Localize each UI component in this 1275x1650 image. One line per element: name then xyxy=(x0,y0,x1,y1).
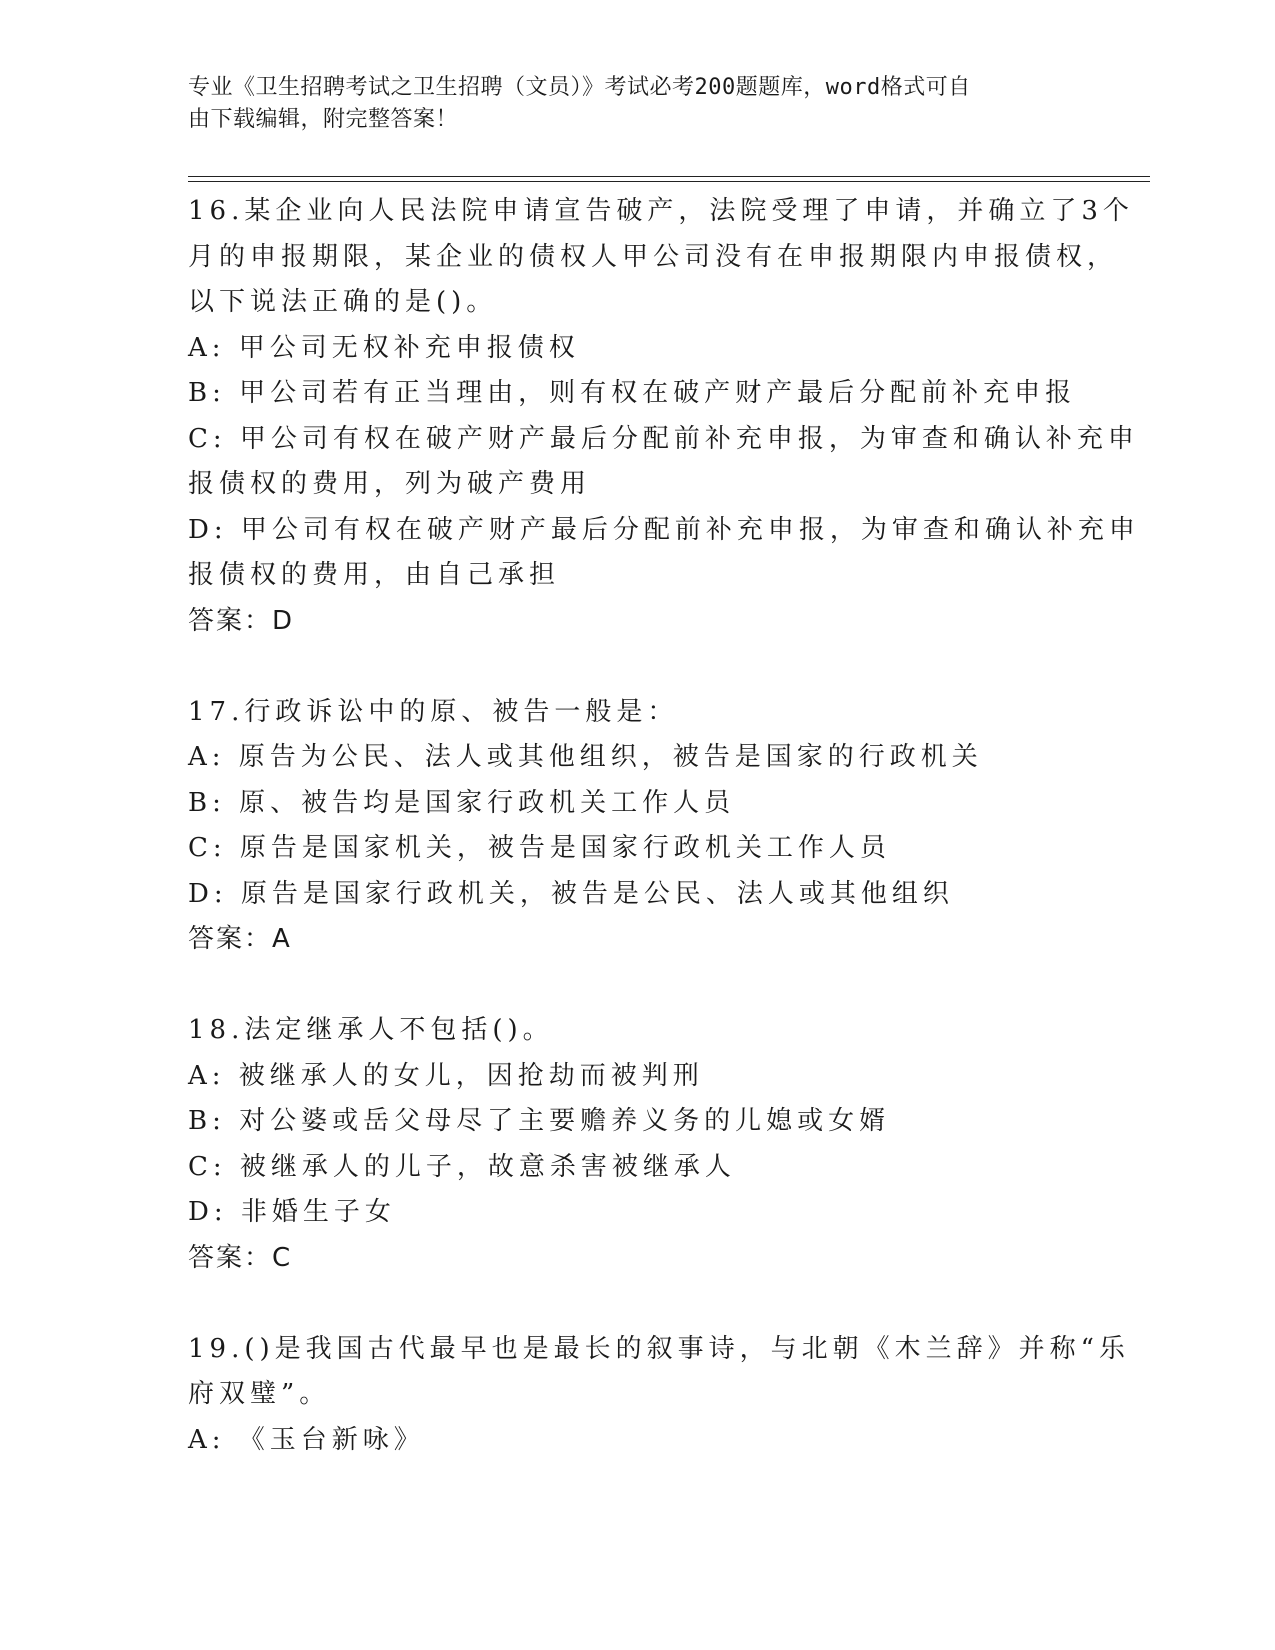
question-block xyxy=(188,189,1140,644)
question-list xyxy=(188,189,1140,1463)
answer-line: 答案：D xyxy=(188,605,295,636)
question-stem-line: 17.行政诉讼中的原、被告一般是： xyxy=(188,696,679,727)
question-spacer xyxy=(188,1281,1088,1327)
answer-line: 答案：A xyxy=(188,924,292,954)
question-stem-line: 18.法定继承人不包括()。 xyxy=(188,1015,554,1045)
header-line-1: 专业《卫生招聘考试之卫生招聘（文员）》考试必考200题题库，word格式可自 xyxy=(188,75,971,100)
question-block xyxy=(188,690,1088,963)
question-stem-line: 府双璧”。 xyxy=(188,1379,331,1409)
option-line: B: 原、被告均是国家行政机关工作人员 xyxy=(188,787,736,818)
question-block xyxy=(188,1327,1130,1464)
option-line: A: 原告为公民、法人或其他组织，被告是国家的行政机关 xyxy=(188,742,983,772)
question-stem-line: 19.()是我国古代最早也是最长的叙事诗，与北朝《木兰辞》并称“乐 xyxy=(188,1333,1130,1364)
header-divider-top xyxy=(188,176,1150,177)
question-spacer xyxy=(188,644,1088,690)
option-line: D: 甲公司有权在破产财产最后分配前补充申报，为审查和确认补充申 xyxy=(188,514,1140,545)
question-block xyxy=(188,1008,1088,1281)
option-line: B: 甲公司若有正当理由，则有权在破产财产最后分配前补充申报 xyxy=(188,378,1077,408)
option-line: A: 《玉台新咏》 xyxy=(188,1424,425,1455)
question-stem-line: 以下说法正确的是()。 xyxy=(188,287,498,317)
option-line: C: 被继承人的儿子，故意杀害被继承人 xyxy=(188,1151,736,1182)
document-header xyxy=(188,72,1068,136)
option-line: 报债权的费用，列为破产费用 xyxy=(188,469,592,499)
header-line-2: 由下载编辑，附完整答案！ xyxy=(188,107,459,132)
option-line: D: 非婚生子女 xyxy=(188,1197,396,1227)
option-line: D: 原告是国家行政机关，被告是公民、法人或其他组织 xyxy=(188,878,954,909)
option-line: 报债权的费用，由自己承担 xyxy=(188,560,561,590)
header-divider-bottom xyxy=(188,181,1150,182)
option-line: A: 被继承人的女儿，因抢劫而被判刑 xyxy=(188,1060,704,1091)
option-line: C: 原告是国家机关，被告是国家行政机关工作人员 xyxy=(188,833,891,863)
question-stem-line: 月的申报期限，某企业的债权人甲公司没有在申报期限内申报债权， xyxy=(188,241,1119,272)
option-line: A: 甲公司无权补充申报债权 xyxy=(188,332,580,363)
answer-line: 答案：C xyxy=(188,1242,293,1273)
question-spacer xyxy=(188,963,1088,1009)
option-line: C: 甲公司有权在破产财产最后分配前补充申报，为审查和确认补充申 xyxy=(188,423,1139,454)
question-stem-line: 16.某企业向人民法院申请宣告破产，法院受理了申请，并确立了3个 xyxy=(188,196,1134,226)
option-line: B: 对公婆或岳父母尽了主要赡养义务的儿媳或女婿 xyxy=(188,1106,891,1136)
